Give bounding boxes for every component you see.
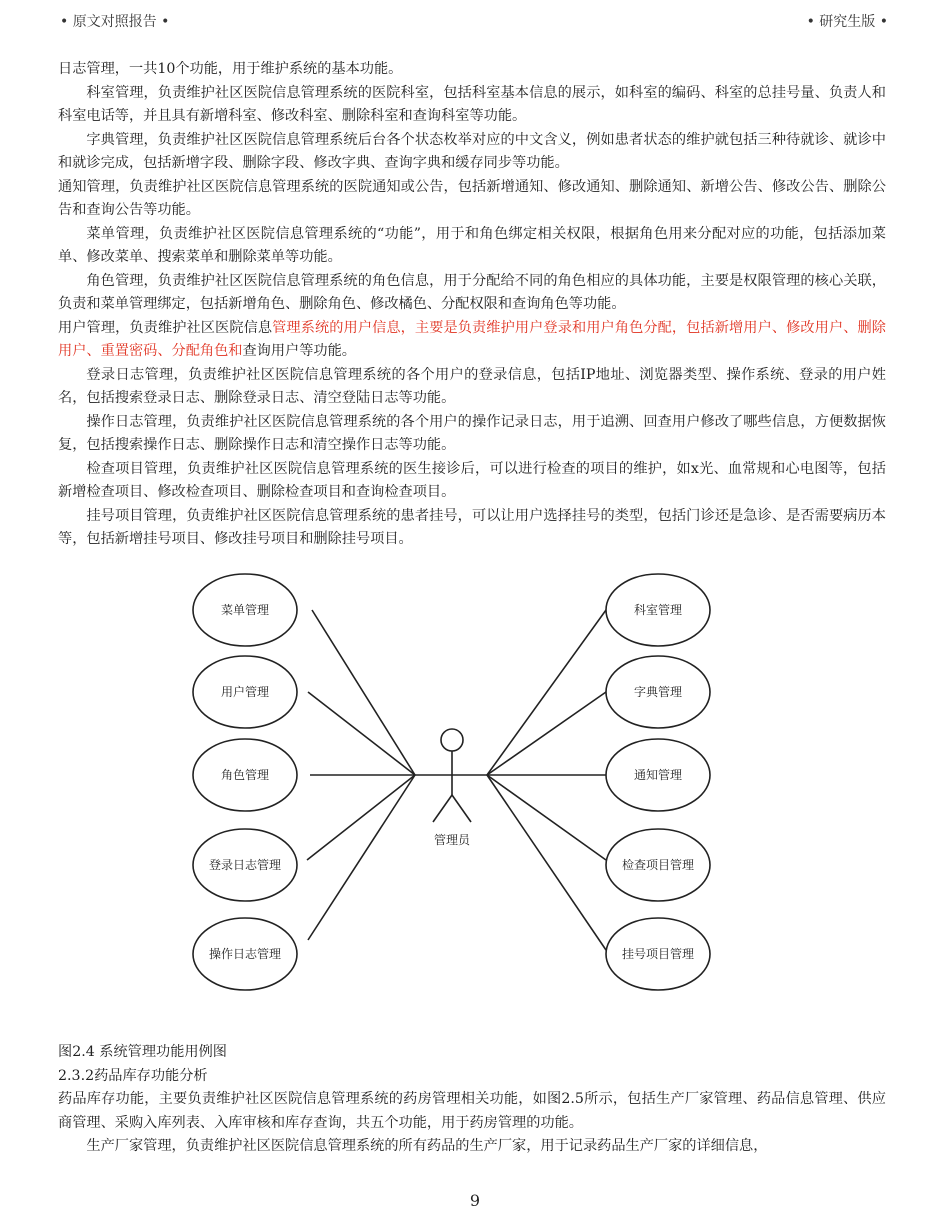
usecase-label-notice: 通知管理 — [633, 768, 683, 782]
paragraph-role: 角色管理，负责维护社区医院信息管理系统的角色信息，用于分配给不同的角色相应的具体功能，主要是权限管理的核心关联，负责和菜单管理绑定，包括新增角色、删除角色、修改橘色、分配权限和查询角色等功能。 — [58, 272, 886, 312]
usecase-label-dept: 科室管理 — [633, 603, 683, 617]
usecase-label-op-log: 操作日志管理 — [208, 947, 282, 961]
section-heading: 2.3.2药品库存功能分析 — [58, 1067, 208, 1084]
paragraph-check: 检查项目管理，负责维护社区医院信息管理系统的医生接诊后，可以进行检查的项目的维护，如x光、血常规和心电图等，包括新增检查项目、修改检查项目、删除检查项目和查询检查项目。 — [58, 460, 886, 500]
lower-text — [58, 1041, 886, 1159]
usecase-label-dict: 字典管理 — [633, 685, 683, 699]
page-number: 9 — [469, 1191, 481, 1210]
paragraph-dict: 字典管理，负责维护社区医院信息管理系统后台各个状态枚举对应的中文含义，例如患者状态的维护就包括三种待就诊、就诊中和就诊完成，包括新增字段、删除字段、修改字典、查询字典和缓存同步等功能。 — [58, 131, 886, 171]
link-left-4 — [307, 775, 415, 860]
paragraph-op-log: 操作日志管理，负责维护社区医院信息管理系统的各个用户的操作记录日志，用于追溯、回查用户修改了哪些信息，方便数据恢复，包括搜索操作日志、删除操作日志和清空操作日志等功能。 — [58, 413, 886, 453]
paragraph-user-a: 用户管理，负责维护社区医院信息 — [58, 319, 273, 336]
paragraph-dept: 科室管理，负责维护社区医院信息管理系统的医院科室，包括科室基本信息的展示，如科室的编码、科室的总挂号量、负责人和科室电话等，并且具有新增科室、修改科室、删除科室和查询科室等功能。 — [58, 84, 886, 124]
use-case-diagram — [180, 560, 725, 1000]
body-text — [58, 58, 886, 552]
paragraph-notice: 通知管理，负责维护社区医院信息管理系统的医院通知或公告，包括新增通知、修改通知、删除通知、新增公告、修改公告、删除公告和查询公告等功能。 — [58, 178, 886, 218]
paragraph-login-log: 登录日志管理，负责维护社区医院信息管理系统的各个用户的登录信息，包括IP地址、浏览器类型、操作系统、登录的用户姓名，包括搜索登录日志、删除登录日志、清空登陆日志等功能。 — [58, 366, 886, 406]
usecase-label-menu: 菜单管理 — [220, 603, 270, 617]
header-left: • 原文对照报告 • — [60, 14, 170, 30]
paragraph-drug-stock: 药品库存功能，主要负责维护社区医院信息管理系统的药房管理相关功能，如图2.5所示，包括生产厂家管理、药品信息管理、供应商管理、采购入库列表、入库审核和库存查询，共五个功能，用于药房管理的功能。 — [58, 1091, 886, 1131]
figure-caption: 图2.4 系统管理功能用例图 — [58, 1044, 227, 1060]
usecase-label-check: 检查项目管理 — [621, 858, 695, 872]
actor-head — [441, 729, 463, 751]
paragraph-user-b: 查询用户等功能。 — [242, 343, 356, 359]
paragraph-register: 挂号项目管理，负责维护社区医院信息管理系统的患者挂号，可以让用户选择挂号的类型，包括门诊还是急诊、是否需要病历本等，包括新增挂号项目、修改挂号项目和删除挂号项目。 — [58, 507, 886, 547]
link-left-5 — [308, 775, 415, 940]
link-right-2 — [487, 692, 606, 775]
usecase-label-register: 挂号项目管理 — [621, 947, 695, 961]
link-left-1 — [312, 610, 415, 775]
link-left-2 — [308, 692, 415, 775]
link-right-1 — [487, 610, 606, 775]
usecase-label-role: 角色管理 — [220, 768, 270, 782]
header-right: • 研究生版 • — [806, 14, 888, 30]
paragraph-user-highlight: 管理系统的用户信息，主要是负责维护用户登录和用户角色分配，包括新增用户、修改用户、删除用户、重置密码、分配角色和 — [58, 319, 886, 359]
link-right-5 — [487, 775, 606, 950]
usecase-label-login-log: 登录日志管理 — [208, 858, 282, 872]
paragraph-user — [58, 317, 886, 364]
actor-leg-left — [433, 795, 452, 822]
link-right-4 — [487, 775, 606, 860]
paragraph-menu: 菜单管理，负责维护社区医院信息管理系统的“功能”，用于和角色绑定相关权限，根据角色用来分配对应的功能，包括添加菜单、修改菜单、搜索菜单和删除菜单等功能。 — [58, 225, 886, 265]
paragraph-log: 日志管理，一共10个功能，用于维护系统的基本功能。 — [58, 61, 403, 77]
actor-label: 管理员 — [433, 833, 471, 847]
actor-leg-right — [452, 795, 471, 822]
usecase-label-user: 用户管理 — [220, 685, 270, 699]
paragraph-manufacturer: 生产厂家管理，负责维护社区医院信息管理系统的所有药品的生产厂家，用于记录药品生产厂家的详细信息， — [86, 1138, 768, 1154]
